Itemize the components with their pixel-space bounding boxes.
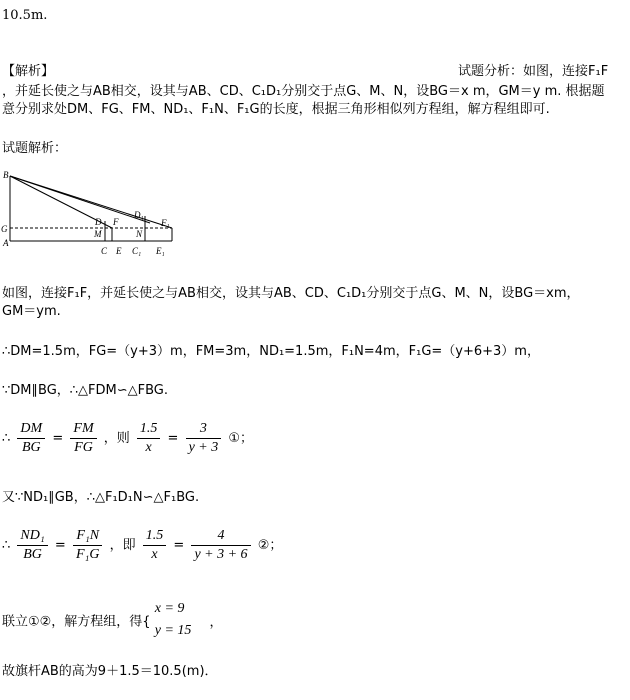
analysis-line-3: 意分别求处DM、FG、FM、ND₁、F₁N、F₁G的长度，根据三角形相似列方程组，解方程组即可. bbox=[2, 102, 550, 117]
fraction-numerator: 1.5 bbox=[137, 421, 161, 439]
conclusion: 故旗杆AB的高为9＋1.5＝10.5(m)． bbox=[2, 664, 218, 679]
equation-lengths: ∴DM=1.5m，FG=（y+3）m，FM=3m，ND₁=1.5m，F₁N=4m，F₁G=（y+6+3）m， bbox=[2, 344, 540, 359]
para1-line-1: 如图，连接F₁F，并延长使之与AB相交，设其与AB、CD、C₁D₁分别交于点G、M、N，设BG＝xm， bbox=[2, 286, 580, 301]
fraction-4-y36 bbox=[191, 528, 250, 563]
label-f1: F₁ bbox=[161, 218, 170, 228]
then-text: ，则 bbox=[103, 431, 130, 446]
fraction-numerator: ND₁ bbox=[17, 528, 47, 546]
label-c: C bbox=[101, 246, 108, 256]
system-suffix: ， bbox=[209, 614, 223, 630]
answer-line: 10.5m. bbox=[2, 8, 48, 23]
label-d1: D₁ bbox=[134, 210, 144, 220]
label-m: M bbox=[94, 229, 102, 239]
solution-x: x = 9 bbox=[154, 601, 185, 616]
fraction-fm-fg bbox=[70, 421, 96, 456]
fraction-denominator: y + 3 + 6 bbox=[194, 547, 248, 562]
solution-heading: 试题解析： bbox=[2, 141, 68, 156]
fraction-numerator: DM bbox=[17, 421, 45, 439]
equation-mark-1: ①； bbox=[228, 431, 254, 446]
label-c1: C₁ bbox=[132, 246, 142, 256]
fraction-1-5-x bbox=[143, 528, 167, 563]
analysis-line-2: ，并延长使之与AB相交，设其与AB、CD、C₁D₁分别交于点G、M、N，设BG＝x m，GM＝y m. 根据题 bbox=[2, 84, 605, 99]
fraction-1-5-x bbox=[137, 421, 161, 456]
system-rows bbox=[155, 598, 192, 642]
label-e1: E₁ bbox=[156, 246, 165, 256]
label-f: F bbox=[113, 217, 119, 227]
para1-line-2: GM＝ym. bbox=[2, 304, 61, 319]
fraction-numerator: 3 bbox=[186, 421, 222, 439]
fraction-denominator: F₁G bbox=[75, 547, 100, 562]
label-d: D bbox=[95, 217, 102, 227]
analysis-tag: 【解析】 bbox=[2, 64, 55, 79]
similarity-1: ∵DM∥BG，∴△FDM∽△FBG. bbox=[2, 383, 168, 398]
geometry-figure bbox=[0, 168, 180, 260]
label-e: E bbox=[116, 246, 122, 256]
fraction-numerator: F₁N bbox=[73, 528, 103, 546]
system-solution bbox=[2, 598, 223, 642]
ratio-equation-2: ∴ $\frac{\text{ND₁}}{BG}$ = $\frac{\text{F₁N}}{\text{F₁G}}$ ，即 $\frac{1.5}{x}$ = $\frac{4}{y + 3 + 6}$ ②； bbox=[2, 528, 283, 562]
fraction-denominator: x bbox=[151, 547, 158, 562]
equation-mark-2: ②； bbox=[257, 538, 283, 553]
fraction-numerator: FM bbox=[70, 421, 96, 439]
label-g: G bbox=[1, 224, 8, 234]
therefore-symbol: ∴ bbox=[2, 431, 11, 446]
therefore-symbol: ∴ bbox=[2, 538, 11, 553]
fraction-numerator: 1.5 bbox=[143, 528, 167, 546]
label-a: A bbox=[3, 238, 9, 248]
fraction-denominator: x bbox=[145, 440, 152, 455]
fraction-denominator: FG bbox=[74, 440, 93, 455]
label-n: N bbox=[136, 229, 143, 239]
fraction-denominator: y + 3 bbox=[188, 440, 219, 455]
fraction-f1n-f1g bbox=[73, 528, 103, 563]
sight-line-bd1 bbox=[10, 176, 150, 223]
fraction-nd1-bg bbox=[17, 528, 47, 563]
fraction-3-y3 bbox=[186, 421, 222, 456]
fraction-numerator: 4 bbox=[191, 528, 250, 546]
ratio-equation-1: ∴ $\frac{DM}{BG}$ = $\frac{FM}{FG}$ ，则 $\frac{1.5}{x}$ = $\frac{3}{y + 3}$ ①； bbox=[2, 421, 254, 455]
fraction-denominator: BG bbox=[21, 440, 41, 455]
similarity-2: 又∵ND₁∥GB，∴△F₁D₁N∽△F₁BG. bbox=[2, 490, 200, 505]
namely-text: ，即 bbox=[109, 538, 136, 553]
analysis-right-text: 试题分析：如图，连接F₁F bbox=[458, 64, 609, 79]
fraction-dm-bg bbox=[17, 421, 45, 456]
fraction-denominator: BG bbox=[23, 547, 42, 562]
solution-y: y = 15 bbox=[154, 623, 192, 638]
label-b: B bbox=[3, 170, 9, 180]
system-prefix: 联立①②，解方程组，得{ bbox=[2, 614, 151, 630]
